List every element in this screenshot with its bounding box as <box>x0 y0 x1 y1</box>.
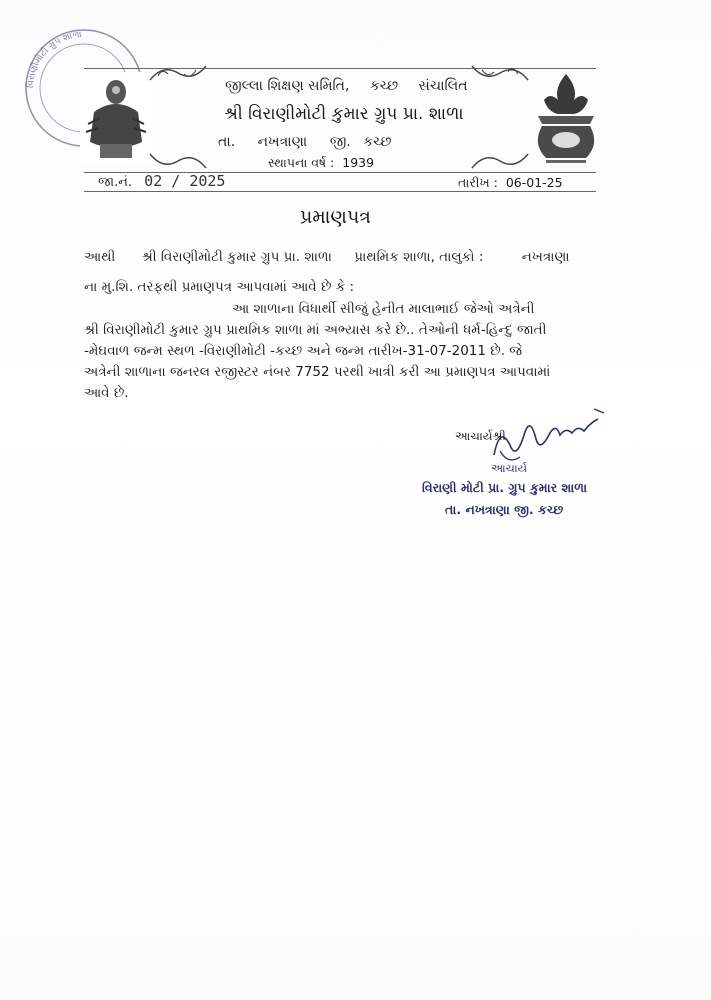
principal-label: આચાર્યશ્રી <box>455 429 506 443</box>
stamp-title: આચાર્ય <box>491 461 528 475</box>
body-line-1 <box>84 249 570 265</box>
school-name: શ્રી વિરાણીમોટી કુમાર ગ્રુપ પ્રા. શાળા <box>224 104 464 124</box>
ornament-left-top-icon <box>148 62 208 84</box>
issuer-governed: સંચાલિત <box>418 78 468 94</box>
established-label: સ્થાપના વર્ષ : <box>268 155 335 170</box>
taluka-prefix: તા. <box>218 134 236 150</box>
ornament-left-bottom-icon <box>148 150 208 172</box>
header-bottom-rule <box>84 191 596 192</box>
ornament-right-bottom-icon <box>470 150 530 172</box>
date-value: 06-01-25 <box>505 175 563 190</box>
seal-ring-text: વિરાણીમોટી ગ્રુપ શાળા <box>25 29 83 89</box>
para-line-5: આવે છે. <box>84 385 129 401</box>
issuer-committee: જીલ્લા શિક્ષણ સમિતિ, <box>225 78 350 94</box>
date-label: તારીખ : <box>458 175 498 190</box>
issuer-district: કચ્છ <box>369 78 399 94</box>
para-line-2: શ્રી વિરાણીમોટી કુમાર ગ્રુપ પ્રાથમિક શાળા માં અભ્યાસ કરે છે.. તેઓની ધર્મ-હિન્દુ જાતી <box>84 322 547 338</box>
body-line-2: ના મુ.શિ. તરફથી પ્રમાણપત્ર આપવામાં આવે છે કે : <box>84 279 355 295</box>
district-name: કચ્છ <box>363 134 392 150</box>
para-line-3: -મેઘવાળ જન્મ સ્થળ -વિરાણીમોટી -કચ્છ અને જન્મ તારીખ-31-07-2011 છે. જે <box>84 343 523 359</box>
ref-number-row <box>98 172 225 190</box>
taluka-name: નખત્રાણા <box>257 134 308 150</box>
para-line-1: આ શાળાના વિધાર્થી સીજું હેનીત માલાભાઈ જેઓ અત્રેની <box>232 301 535 317</box>
ornament-right-top-icon <box>470 62 530 84</box>
certificate-title: પ્રમાણપત્ર <box>300 206 371 228</box>
kalash-logo <box>524 70 608 170</box>
stamp-school: વિરાણી મોટી પ્રા. ગ્રુપ કુમાર શાળા <box>422 480 588 495</box>
established-line <box>268 155 374 171</box>
district-prefix: જી. <box>329 134 351 150</box>
header-line-1 <box>225 78 468 94</box>
ref-number: 02 / 2025 <box>144 172 226 190</box>
established-year: 1939 <box>342 155 375 170</box>
body-line-1-taluka: નખત્રાણા <box>521 249 570 265</box>
date-row <box>458 175 563 191</box>
header-address <box>218 134 391 150</box>
stamp-place: તા. નખત્રાણા જી. કચ્છ <box>445 502 564 517</box>
body-line-1-school: શ્રી વિરાણીમોટી કુમાર ગ્રુપ પ્રા. શાળા <box>141 249 332 265</box>
body-line-1-type: પ્રાથમિક શાળા, તાલુકો : <box>354 249 484 265</box>
body-line-1-hereby: આથી <box>84 249 116 265</box>
ref-label: જા.નં. <box>98 175 133 190</box>
para-line-4: અત્રેની શાળાના જનરલ રજીસ્ટર નંબર 7752 પરથી ખાત્રી કરી આ પ્રમાણપત્ર આપવામાં <box>84 364 551 380</box>
